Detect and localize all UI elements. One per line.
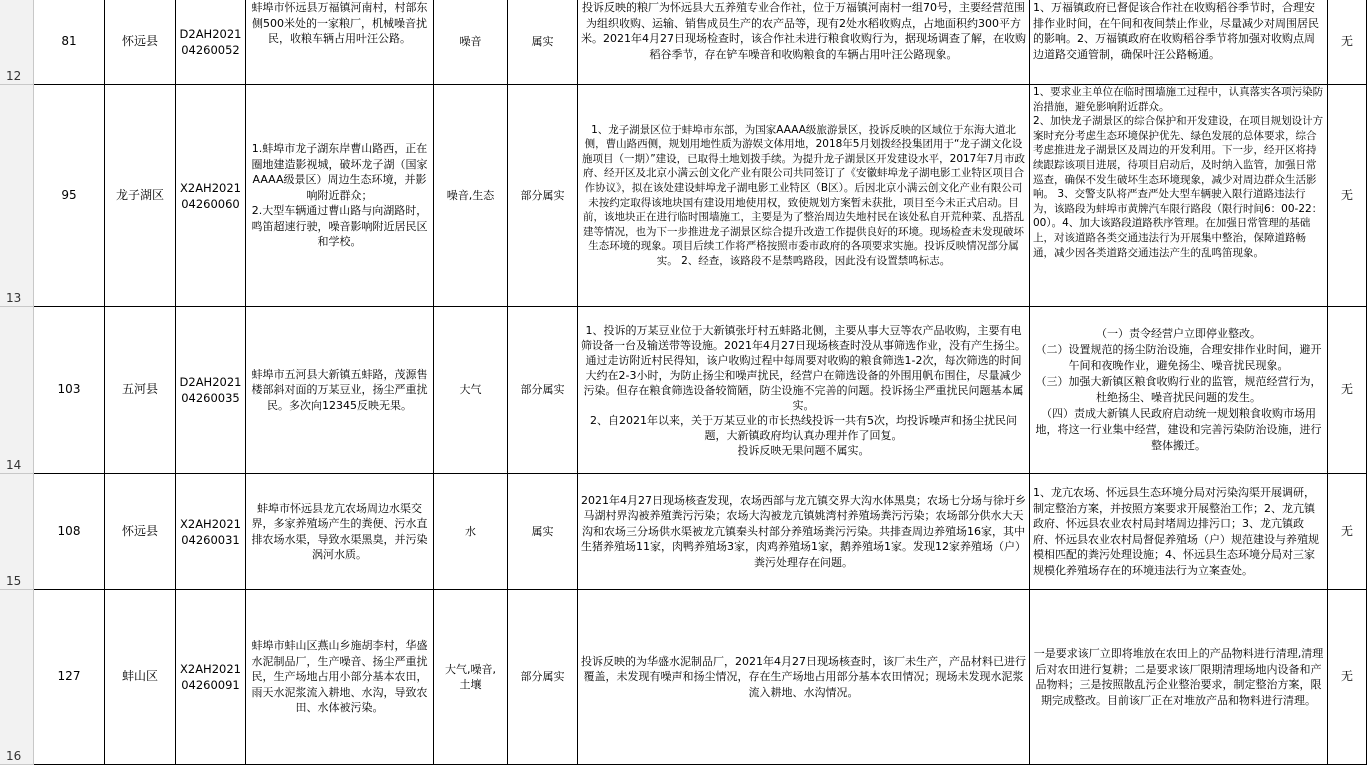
cell-rectification[interactable]: 1、龙亢农场、怀远县生态环境分局对污染沟渠开展调研，制定整治方案，并按照方案要求开展整治工作；2、龙亢镇政府、怀远县农业农村局封堵周边排污口；3、龙亢镇政府、怀远县农业农村局督促养殖场（户）规范建设与养殖规模相匹配的粪污处理设施；4、怀远县生态环境分局对三家规模化养殖场存在的环境违法行为立案查处。	[1030, 474, 1328, 590]
cell-findings[interactable]: 投诉反映的粮厂为怀远县大五养殖专业合作社，位于万福镇河南村一组70号，主要经营范围为组织收购、运输、销售成员生产的农产品等，现有2处水稻收购点，占地面积约300平方米。2021年4月27日现场检查时，该合作社未进行粮食收购行为，据现场调查了解，在收购稻谷季节，存在铲车噪音和收购粮食的车辆占用叶汪公路现象。	[578, 0, 1030, 85]
row-number: 14	[6, 458, 22, 472]
cell-verdict[interactable]: 属实	[508, 0, 578, 85]
cell-no[interactable]: 103	[34, 307, 105, 474]
row-header-16[interactable]	[0, 590, 34, 765]
table-row	[34, 85, 1367, 307]
table-row	[34, 474, 1367, 590]
cell-code[interactable]: X2AH2021 04260091	[176, 590, 246, 765]
cell-verdict[interactable]: 部分属实	[508, 85, 578, 307]
cell-rectification[interactable]: 1、万福镇政府已督促该合作社在收购稻谷季节时，合理安排作业时间，在午间和夜间禁止作业，尽量减少对周围居民的影响。2、万福镇政府在收购稻谷季节将加强对收购点周边道路交通管制，确保叶汪公路畅通。	[1030, 0, 1328, 85]
row-number: 15	[6, 574, 22, 588]
cell-no[interactable]: 108	[34, 474, 105, 590]
row-header-15[interactable]	[0, 474, 34, 590]
cell-code[interactable]: X2AH2021 04260031	[176, 474, 246, 590]
row-number: 12	[6, 69, 22, 83]
cell-complaint[interactable]: 蚌埠市蚌山区燕山乡施胡李村，华盛水泥制品厂，生产噪音、扬尘严重扰民，生产场地占用小部分基本农田，雨天水泥浆流入耕地、水沟，导致农田、水体被污染。	[246, 590, 434, 765]
table-row	[34, 590, 1367, 765]
cell-rectification[interactable]: 一是要求该厂立即将堆放在农田上的产品物料进行清理,清理后对农田进行复耕；二是要求该厂限期清理场地内设备和产品物料；三是按照散乱污企业整治要求，制定整治方案，限期完成整改。目前该厂正在对堆放产品和物料进行清理。	[1030, 590, 1328, 765]
cell-complaint[interactable]: 蚌埠市怀远县万福镇河南村，村部东侧500米处的一家粮厂，机械噪音扰民，收粮车辆占用叶汪公路。	[246, 0, 434, 85]
cell-no[interactable]: 81	[34, 0, 105, 85]
row-header-14[interactable]	[0, 307, 34, 474]
cell-district[interactable]: 怀远县	[105, 0, 176, 85]
row-header-13[interactable]	[0, 85, 34, 307]
cell-pollution-type[interactable]: 大气,噪音, 土壤	[434, 590, 508, 765]
cell-district[interactable]: 蚌山区	[105, 590, 176, 765]
cell-remark[interactable]: 无	[1328, 0, 1367, 85]
row-number: 13	[6, 291, 22, 305]
cell-no[interactable]: 127	[34, 590, 105, 765]
cell-code[interactable]: X2AH2021 04260060	[176, 85, 246, 307]
cell-verdict[interactable]: 部分属实	[508, 590, 578, 765]
cell-remark[interactable]: 无	[1328, 474, 1367, 590]
cell-findings[interactable]: 投诉反映的为华盛水泥制品厂，2021年4月27日现场核查时，该厂未生产，产品材料已进行覆盖，未发现有噪声和扬尘情况，存在生产场地占用部分基本农田情况；现场未发现水泥浆流入耕地、水沟情况。	[578, 590, 1030, 765]
cell-district[interactable]: 五河县	[105, 307, 176, 474]
cell-code[interactable]: D2AH2021 04260035	[176, 307, 246, 474]
cell-pollution-type[interactable]: 噪音,生态	[434, 85, 508, 307]
cell-verdict[interactable]: 属实	[508, 474, 578, 590]
cell-district[interactable]: 怀远县	[105, 474, 176, 590]
cell-rectification[interactable]: 1、要求业主单位在临时围墙施工过程中，认真落实各项污染防治措施，避免影响附近群众。 2、加快龙子湖景区的综合保护和开发建设，在项目规划设计方案时充分考虑生态环境保护优先、绿色发展的总体要求，综合考虑推进龙子湖景区及周边的开发利用。下一步，经开区将持续跟踪该项目进展，待项目启动后，及时纳入监管，加强日常巡查，确保不发生破坏生态环境现象，减少对周边群众生活影响。 3、交警支队将严查严处大型车辆驶入限行道路违法行为，该路段为蚌埠市黄牌汽车限行路段（限行时间6：00-22：00）。4、加大该路段道路秩序管理。在加强日常管理的基础上，对该道路各类交通违法行为开展集中整治，保障道路畅通，减少因各类道路交通违法产生的乱鸣笛现象。	[1030, 85, 1328, 307]
cell-findings[interactable]: 2021年4月27日现场核查发现，农场西部与龙亢镇交界大沟水体黑臭；农场七分场与徐圩乡马湖村界沟被养殖粪污污染；农场大沟被龙亢镇姚湾村养殖场粪污污染；农场部分供水大天沟和农场三分场供水渠被龙亢镇秦头村部分养殖场粪污污染。共排查周边养殖场16家，其中生猪养殖场11家，肉鸭养殖场3家，肉鸡养殖场1家，鹅养殖场1家。发现12家养殖场（户）粪污处理存在问题。	[578, 474, 1030, 590]
cell-code[interactable]: D2AH2021 04260052	[176, 0, 246, 85]
cell-remark[interactable]: 无	[1328, 307, 1367, 474]
cell-pollution-type[interactable]: 水	[434, 474, 508, 590]
table-row	[34, 0, 1367, 85]
cell-pollution-type[interactable]: 噪音	[434, 0, 508, 85]
cell-no[interactable]: 95	[34, 85, 105, 307]
cell-complaint[interactable]: 蚌埠市怀远县龙亢农场周边水渠交界，多家养殖场产生的粪便、污水直排农场水渠，导致水渠黑臭，并污染涡河水质。	[246, 474, 434, 590]
table-row	[34, 307, 1367, 474]
row-number: 16	[6, 749, 22, 763]
cell-district[interactable]: 龙子湖区	[105, 85, 176, 307]
cell-rectification[interactable]: （一）责令经营户立即停业整改。 （二）设置规范的扬尘防治设施，合理安排作业时间，避开午间和夜晚作业，避免扬尘、噪音扰民现象。 （三）加强大新镇区粮食收购行业的监管，规范经营行为，杜绝扬尘、噪音扰民问题的发生。 （四）责成大新镇人民政府启动统一规划粮食收购市场用地，将这一行业集中经营，建设和完善污染防治设施，进行整体搬迁。	[1030, 307, 1328, 474]
cell-findings[interactable]: 1、龙子湖景区位于蚌埠市东部，为国家AAAA级旅游景区，投诉反映的区域位于东海大道北侧，曹山路西侧，规划用地性质为游娱文体用地，2018年5月划拨经投集团用于“龙子湖文化设施项目（一期）”建设，已取得土地划拨手续。为提升龙子湖景区开发建设水平，2017年7月市政府、经开区及北京小满云创文化产业有限公司共同签订了《安徽蚌埠龙子湖电影工业特区项目合作协议》，拟在该处建设蚌埠龙子湖电影工业特区（B区）。后因北京小满云创文化产业有限公司未按约定取得该地块国有建设用地使用权，致使规划方案暂未获批，项目至今未正式启动。目前，该地块正在进行临时围墙施工，主要是为了整治周边失地村民在该处私自开荒种菜、乱搭乱建等情况，也为下一步推进龙子湖景区综合提升改造工作提供良好的环境。现场检查未发现破坏生态环境的现象。项目后续工作将严格按照市委市政府的各项要求实施。投诉反映情况部分属实。 2、经查，该路段不是禁鸣路段，因此没有设置禁鸣标志。	[578, 85, 1030, 307]
cell-complaint[interactable]: 蚌埠市五河县大新镇五蚌路，茂源售楼部斜对面的万某豆业，扬尘严重扰民。多次向12345反映无果。	[246, 307, 434, 474]
cell-remark[interactable]: 无	[1328, 85, 1367, 307]
row-header-12[interactable]	[0, 0, 34, 85]
cell-complaint[interactable]: 1.蚌埠市龙子湖东岸曹山路西，正在圈地建造影视城，破坏龙子湖（国家AAAA级景区）周边生态环境，并影响附近群众； 2.大型车辆通过曹山路与向湖路时，鸣笛超速行驶，噪音影响附近居民区和学校。	[246, 85, 434, 307]
cell-findings[interactable]: 1、投诉的万某豆业位于大新镇张圩村五蚌路北侧，主要从事大豆等农产品收购，主要有电筛设备一台及输送带等设施。2021年4月27日现场核查时没从事筛选作业，没有产生扬尘。通过走访附近村民得知，该户收购过程中每周要对收购的粮食筛选1-2次，每次筛选的时间大约在2-3小时，为防止扬尘和噪声扰民，经营户在筛选设备的外围用帆布围住，尽量减少污染。但存在粮食筛选设备较简陋，防尘设施不完善的问题。投诉扬尘严重扰民问题基本属实。 2、自2021年以来，关于万某豆业的市长热线投诉一共有5次，均投诉噪声和扬尘扰民问题，大新镇政府均认真办理并作了回复。 投诉反映无果问题不属实。	[578, 307, 1030, 474]
cell-verdict[interactable]: 部分属实	[508, 307, 578, 474]
cell-remark[interactable]: 无	[1328, 590, 1367, 765]
cell-pollution-type[interactable]: 大气	[434, 307, 508, 474]
